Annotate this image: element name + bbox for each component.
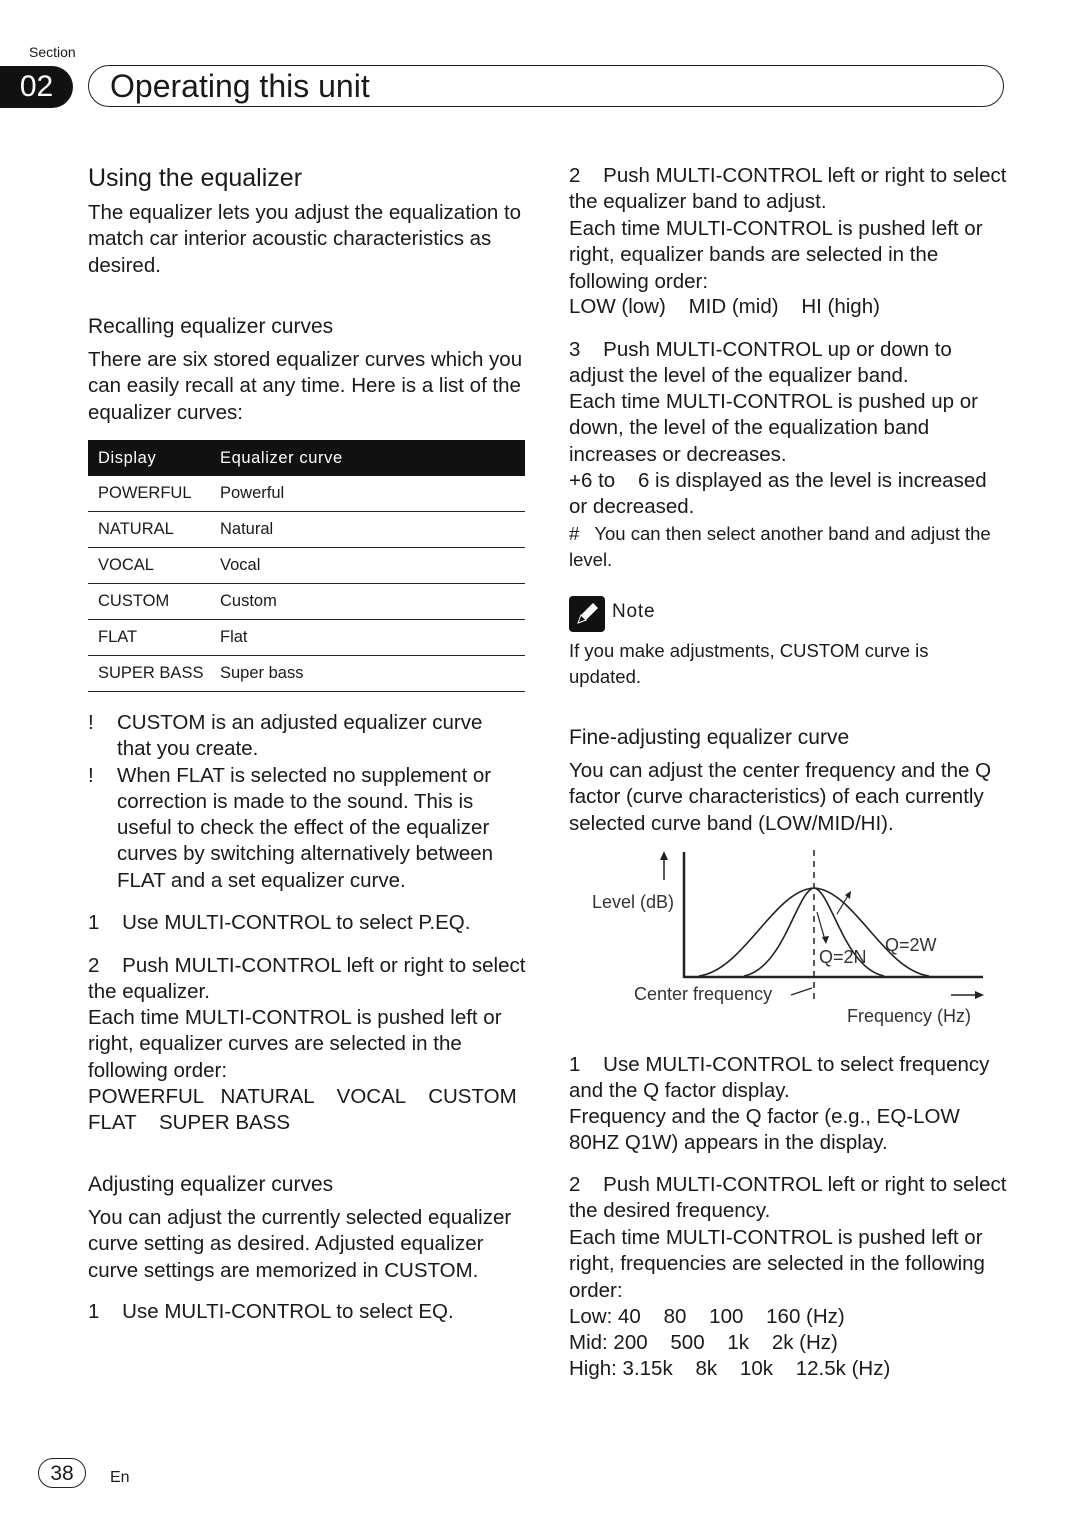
level-arrowhead xyxy=(660,851,668,860)
bullet-text: When FLAT is selected no supplement or correction is made to the sound. This is useful to check the effect of the equalizer curves by switching alternatively between FLAT and a set equalizer curve. xyxy=(117,763,494,892)
note-pencil-icon xyxy=(569,596,605,632)
table-cell: NATURAL xyxy=(88,512,210,548)
bullet-text: CUSTOM is an adjusted equalizer curve that you create. xyxy=(117,711,483,761)
q2n-label: Q=2N xyxy=(819,947,867,967)
table-header-display: Display xyxy=(88,440,210,476)
frequency-label: Frequency (Hz) xyxy=(847,1006,972,1026)
table-cell: Super bass xyxy=(210,656,525,692)
equalizer-curve-table xyxy=(88,440,525,692)
intro-paragraph: The equalizer lets you adjust the equalization to match car interior acoustic characteristics as desired. xyxy=(88,201,522,277)
bullet-list xyxy=(88,710,518,894)
table-cell: FLAT xyxy=(88,620,210,656)
table-row xyxy=(88,620,525,656)
frequency-order-high: High: 3.15k 8k 10k 12.5k (Hz) xyxy=(569,1357,891,1380)
table-cell: Natural xyxy=(210,512,525,548)
table-row xyxy=(88,584,525,620)
bullet-mark: ! xyxy=(88,763,94,787)
page-number: 38 xyxy=(38,1458,86,1488)
step-3-level: 3 Push MULTI-CONTROL up or down to adjust the level of the equalizer band. xyxy=(569,338,958,388)
table-row xyxy=(88,548,525,584)
language-code: En xyxy=(110,1469,130,1486)
curve-order: POWERFUL NATURAL VOCAL CUSTOM FLAT SUPER BASS xyxy=(88,1085,540,1135)
section-number-badge: 02 xyxy=(0,66,73,108)
step-3-detail: Each time MULTI-CONTROL is pushed up or down, the level of the equalization band increases or decreases. xyxy=(569,390,978,466)
bullet-mark: ! xyxy=(88,711,94,734)
frequency-order-mid: Mid: 200 500 1k 2k (Hz) xyxy=(569,1331,838,1354)
heading-fine-adjusting: Fine-adjusting equalizer curve xyxy=(569,726,850,749)
level-label: Level (dB) xyxy=(592,892,675,912)
level-range: +6 to 6 is displayed as the level is increased or decreased. xyxy=(569,469,993,519)
frequency-arrowhead xyxy=(975,991,984,999)
fine-step-2: 2 Push MULTI-CONTROL left or right to select the desired frequency. xyxy=(569,1173,1013,1223)
table-row xyxy=(88,512,525,548)
list-item xyxy=(88,710,518,763)
table-cell: POWERFUL xyxy=(88,476,210,512)
frequency-order-low: Low: 40 80 100 160 (Hz) xyxy=(569,1305,845,1328)
note-label: Note xyxy=(612,601,656,622)
page-title: Operating this unit xyxy=(110,68,370,104)
table-cell: CUSTOM xyxy=(88,584,210,620)
recall-paragraph: There are six stored equalizer curves which you can easily recall at any time. Here is a list of the equalizer curves: xyxy=(88,348,523,424)
step-2-equalizer: 2 Push MULTI-CONTROL left or right to select the equalizer. xyxy=(88,954,532,1004)
q-narrow-arrow xyxy=(817,912,825,940)
band-order: LOW (low) MID (mid) HI (high) xyxy=(569,295,880,318)
q-factor-diagram xyxy=(569,840,1009,1040)
fine-step-1-detail: Frequency and the Q factor (e.g., EQ-LOW 80HZ Q1W) appears in the display. xyxy=(569,1105,960,1155)
section-label: Section xyxy=(29,44,76,60)
table-header-row xyxy=(88,440,525,476)
fine-paragraph: You can adjust the center frequency and the Q factor (curve characteristics) of each currently selected curve band (LOW/MID/HI). xyxy=(569,759,992,835)
table-cell: Vocal xyxy=(210,548,525,584)
table-row xyxy=(88,656,525,692)
list-item xyxy=(88,763,518,894)
tip-text: # You can then select another band and adjust the level. xyxy=(569,523,996,570)
q-wide-arrowhead xyxy=(845,891,851,899)
table-cell: Custom xyxy=(210,584,525,620)
q-wide-arrow xyxy=(837,894,849,914)
heading-adjusting: Adjusting equalizer curves xyxy=(88,1173,334,1196)
step-1-peq: 1 Use MULTI-CONTROL to select P.EQ. xyxy=(88,911,471,934)
table-cell: Flat xyxy=(210,620,525,656)
table-row xyxy=(88,476,525,512)
step-2-detail: Each time MULTI-CONTROL is pushed left or right, equalizer curves are selected in the following order: xyxy=(88,1006,502,1082)
note-text: If you make adjustments, CUSTOM curve is updated. xyxy=(569,640,929,687)
q-narrow-arrowhead xyxy=(822,936,829,944)
table-header-curve: Equalizer curve xyxy=(210,440,525,476)
step-2-band-detail: Each time MULTI-CONTROL is pushed left or right, equalizer bands are selected in the following order: xyxy=(569,217,983,293)
table-cell: SUPER BASS xyxy=(88,656,210,692)
heading-using-equalizer: Using the equalizer xyxy=(88,164,303,192)
table-cell: VOCAL xyxy=(88,548,210,584)
q2w-label: Q=2W xyxy=(885,935,937,955)
step-1-eq: 1 Use MULTI-CONTROL to select EQ. xyxy=(88,1300,454,1323)
table-cell: Powerful xyxy=(210,476,525,512)
step-2-band: 2 Push MULTI-CONTROL left or right to select the equalizer band to adjust. xyxy=(569,164,1013,214)
adjust-paragraph: You can adjust the currently selected equalizer curve setting as desired. Adjusted equalizer curve settings are memorized in CUSTOM. xyxy=(88,1206,512,1282)
fine-step-1: 1 Use MULTI-CONTROL to select frequency and the Q factor display. xyxy=(569,1053,996,1103)
heading-recalling: Recalling equalizer curves xyxy=(88,315,334,338)
center-frequency-label: Center frequency xyxy=(634,984,773,1004)
center-pointer-line xyxy=(791,988,812,995)
fine-step-2-detail: Each time MULTI-CONTROL is pushed left or right, frequencies are selected in the following order: xyxy=(569,1226,985,1302)
